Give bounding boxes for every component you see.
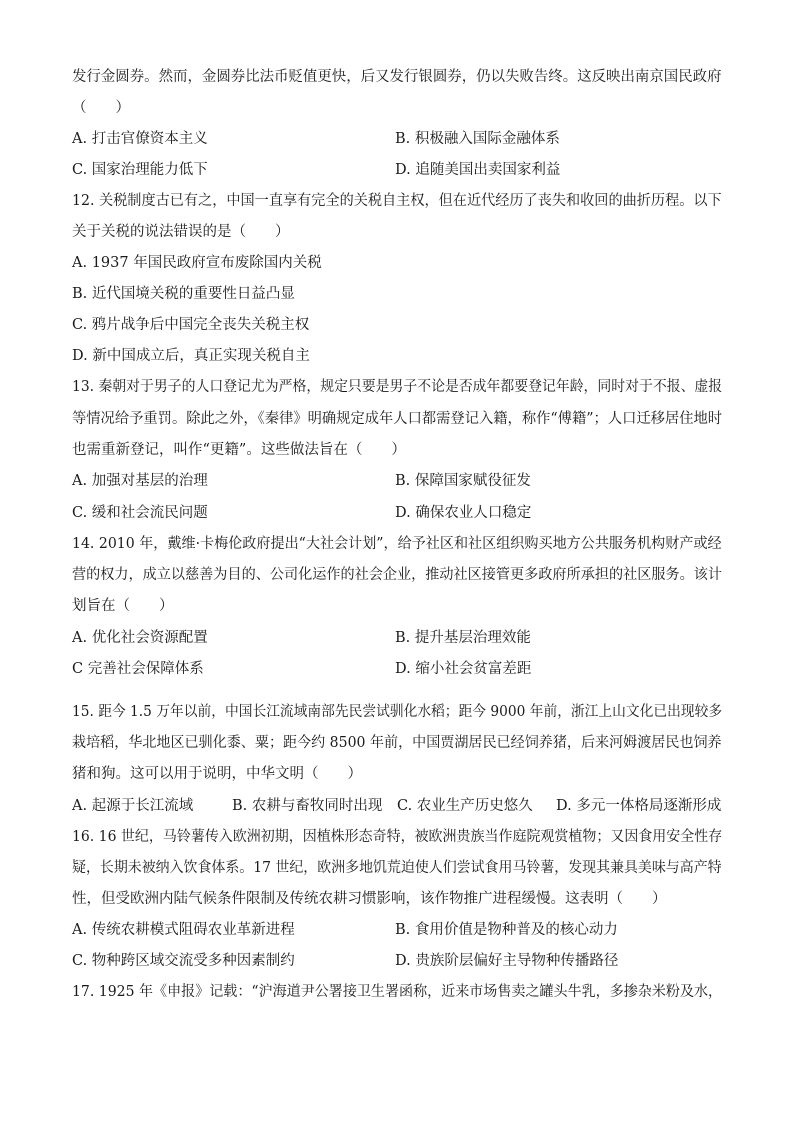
q14-line-3: 划旨在（ ）: [72, 598, 174, 614]
q13-line-3: 也需重新登记，叫作“更籍”。这些做法旨在（ ）: [72, 442, 406, 458]
q12-option-c: C. 鸦片战争后中国完全丧失关税主权: [72, 317, 310, 333]
q16-option-b: B. 食用价值是物种普及的核心动力: [395, 922, 618, 938]
q14-option-c: C 完善社会保障体系: [72, 661, 204, 677]
q16-line-2: 疑，长期未被纳入饮食体系。17 世纪，欧洲多地饥荒迫使人们尝试食用马铃薯，发现其兼具美味与高产特: [72, 860, 722, 876]
q11-line-1: 发行金圆券。然而，金圆券比法币贬值更快，后又发行银圆券，仍以失败告终。这反映出南京国民政府: [72, 69, 722, 85]
q13-option-b: B. 保障国家赋役征发: [395, 473, 531, 489]
q11-option-a: A. 打击官僚资本主义: [72, 131, 208, 147]
q11-option-c: C. 国家治理能力低下: [72, 162, 208, 178]
q15-line-1: 15. 距今 1.5 万年以前，中国长江流域南部先民尝试驯化水稻；距今 9000 年前，浙江上山文化已出现较多: [72, 704, 723, 720]
q15-option-c: C. 农业生产历史悠久: [397, 798, 533, 814]
q13-option-a: A. 加强对基层的治理: [72, 473, 208, 489]
q12-option-b: B. 近代国境关税的重要性日益凸显: [72, 286, 295, 302]
q13-line-1: 13. 秦朝对于男子的人口登记尤为严格，规定只要是男子不论是否成年都要登记年龄，同时对于不报、虚报: [72, 379, 723, 395]
q12-line-2: 关于关税的说法错误的是（ ）: [72, 224, 290, 240]
q14-line-2: 营的权力，成立以慈善为目的、公司化运作的社会企业，推动社区接管更多政府所承担的社区服务。该计: [72, 567, 722, 583]
q15-option-b: B. 农耕与畜牧同时出现: [232, 798, 383, 814]
q16-option-a: A. 传统农耕模式阻碍农业革新进程: [72, 922, 295, 938]
q16-line-1: 16. 16 世纪，马铃薯传入欧洲初期，因植株形态奇特，被欧洲贵族当作庭院观赏植物；又因食用安全性存: [72, 829, 723, 845]
q13-option-d: D. 确保农业人口稳定: [395, 505, 532, 521]
q13-option-c: C. 缓和社会流民问题: [72, 505, 208, 521]
q16-line-3: 性，但受欧洲内陆气候条件限制及传统农耕习惯影响，该作物推广进程缓慢。这表明（ ）: [72, 891, 667, 907]
q12-option-a: A. 1937 年国民政府宣布废除国内关税: [72, 255, 322, 271]
q16-option-c: C. 物种跨区域交流受多种因素制约: [72, 953, 295, 969]
q13-line-2: 等情况给予重罚。除此之外，《秦律》明确规定成年人口都需登记入籍，称作“傅籍”；人口迁移居住地时: [72, 411, 723, 427]
q14-option-b: B. 提升基层治理效能: [395, 630, 531, 646]
q15-line-3: 猪和狗。这可以用于说明，中华文明（ ）: [72, 766, 362, 782]
q14-line-1: 14. 2010 年，戴维·卡梅伦政府提出“大社会计划”，给予社区和社区组织购买地方公共服务机构财产或经: [72, 536, 722, 552]
q15-option-d: D. 多元一体格局逐渐形成: [556, 798, 722, 814]
q14-option-a: A. 优化社会资源配置: [72, 630, 208, 646]
q11-line-2: （ ）: [72, 100, 130, 116]
q16-option-d: D. 贵族阶层偏好主导物种传播路径: [395, 953, 619, 969]
q11-option-b: B. 积极融入国际金融体系: [395, 131, 560, 147]
q14-option-d: D. 缩小社会贫富差距: [395, 661, 532, 677]
q15-option-a: A. 起源于长江流域: [72, 798, 194, 814]
q12-line-1: 12. 关税制度古已有之，中国一直享有完全的关税自主权，但在近代经历了丧失和收回的曲折历程。以下: [72, 193, 722, 209]
q15-line-2: 栽培稻，华北地区已驯化黍、粟；距今约 8500 年前，中国贾湖居民已经饲养猪，后来河姆渡居民也饲养: [72, 735, 722, 751]
q11-option-d: D. 追随美国出卖国家利益: [395, 162, 561, 178]
q12-option-d: D. 新中国成立后，真正实现关税自主: [72, 348, 310, 364]
q17-line-1: 17. 1925 年《申报》记载：“沪海道尹公署接卫生署函称，近来市场售卖之罐头牛乳，多掺杂米粉及水，: [72, 984, 723, 1000]
